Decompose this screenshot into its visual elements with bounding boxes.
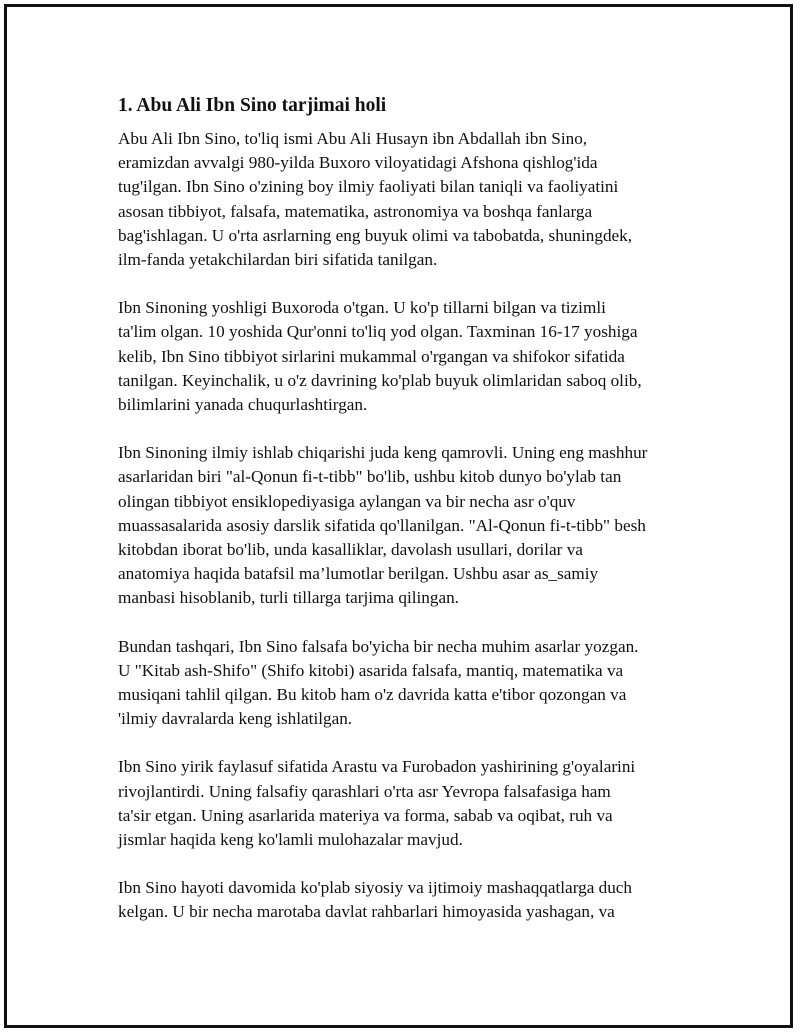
paragraph-1: Abu Ali Ibn Sino, to'liq ismi Abu Ali Husayn ibn Abdallah ibn Sino, eramizdan avvalgi 980-yilda Buxoro viloyatidagi Afshona qishlog'ida tug'ilgan. Ibn Sino o'zining boy ilmiy faoliyati bilan taniqli va faoliyatini asosan tibbiyot, falsafa, matematika, astronomiya va boshqa fanlarga bag'ishlagan. U o'rta asrlarning eng buyuk olimi va tabobatda, shuningdek, ilm-fanda yetakchilardan biri sifatida tanilgan. (118, 129, 633, 270)
section-heading: 1. Abu Ali Ibn Sino tarjimai holi (118, 95, 387, 116)
paragraph-5: Ibn Sino yirik faylasuf sifatida Arastu va Furobadon yashirining g'oyalarini rivojlantirdi. Uning falsafiy qarashlari o'rta asr Yevropa falsafasiga ham ta'sir etgan. Uning asarlarida materiya va forma, sabab va oqibat, ruh va jismlar haqida keng ko'lamli mulohazalar mavjud. (118, 757, 636, 850)
paragraph-2: Ibn Sinoning yoshligi Buxoroda o'tgan. U ko'p tillarni bilgan va tizimli ta'lim olgan. 10 yoshida Qur'onni to'liq yod olgan. Taxminan 16-17 yoshiga kelib, Ibn Sino tibbiyot sirlarini mukammal o'rgangan va shifokor sifatida tanilgan. Keyinchalik, u o'z davrining ko'plab buyuk olimlaridan saboq olib, bilimlarini yanada chuqurlashtirgan. (118, 298, 642, 415)
paragraph-4: Bundan tashqari, Ibn Sino falsafa bo'yicha bir necha muhim asarlar yozgan. U "Kitab ash-Shifo" (Shifo kitobi) asarida falsafa, mantiq, matematika va musiqani tahlil qilgan. Bu kitob ham o'z davrida katta e'tibor qozongan va 'ilmiy davralarda keng ishlatilgan. (118, 636, 639, 729)
document-body (118, 93, 708, 949)
paragraph-3: Ibn Sinoning ilmiy ishlab chiqarishi juda keng qamrovli. Uning eng mashhur asarlaridan biri "al-Qonun fi-t-tibb" bo'lib, ushbu kitob dunyo bo'ylab tan olingan tibbiyot ensiklopediyasiga aylangan va bir necha asr o'quv muassasalarida asosiy darslik sifatida qo'llanilgan. "Al-Qonun fi-t-tibb" besh kitobdan iborat bo'lib, unda kasalliklar, davolash usullari, dorilar va anatomiya haqida batafsil ma’lumotlar berilgan. Ushbu asar as_samiy manbasi hisoblanib, turli tillarga tarjima qilingan. (118, 443, 648, 608)
paragraph-6: Ibn Sino hayoti davomida ko'plab siyosiy va ijtimoiy mashaqqatlarga duch kelgan. U bir necha marotaba davlat rahbarlari himoyasida yashagan, va (118, 878, 633, 922)
